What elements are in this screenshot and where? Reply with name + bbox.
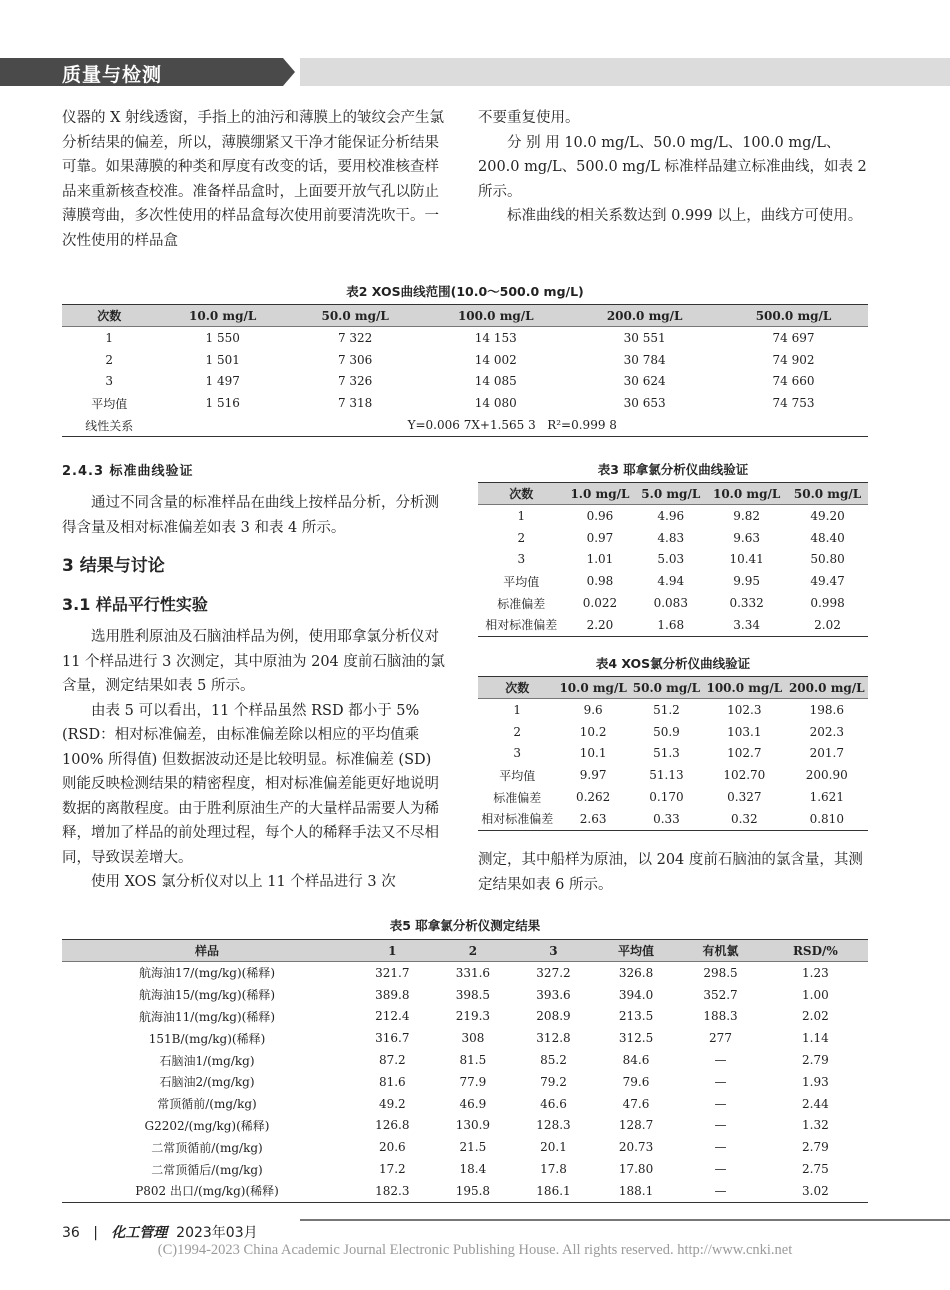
right-p1: 不要重复使用。	[478, 110, 580, 126]
table-cell: 77.9	[459, 1074, 487, 1089]
table-cell: 393.6	[536, 987, 571, 1002]
table-cell: —	[678, 1180, 762, 1202]
table-cell: 102.7	[727, 746, 762, 761]
table-cell: 327.2	[536, 965, 571, 980]
table-row	[478, 786, 868, 808]
left-top-paragraph: 仪器的 X 射线透窗，手指上的油污和薄膜上的皱纹会产生氯分析结果的偏差，所以，薄膜绷紧又干净才能保证分析结果可靠。如果薄膜的种类和厚度有改变的话，要用校准核查样品来重新核查校准。准备样品盒时，上面要开放气孔以防止薄膜弯曲，多次性使用的样品盒每次使用前要清洗吹干。一次性使用的样品盒	[62, 110, 445, 249]
table-cell: 48.40	[810, 530, 845, 545]
table-cell: 3.02	[763, 1180, 868, 1202]
table-row	[478, 721, 868, 743]
table-cell: 二常顶循前/(mg/kg)	[151, 1140, 263, 1155]
footer-separator: |	[93, 1225, 98, 1241]
table-cell: 14 002	[474, 352, 517, 367]
table-cell: 标准偏差	[497, 596, 546, 611]
table-cell: 51.13	[649, 768, 684, 783]
table-cell: 49.2	[378, 1096, 406, 1111]
table-cell: 9.82	[733, 508, 760, 523]
table-cell: 石脑油1/(mg/kg)	[159, 1053, 255, 1068]
table-row	[62, 1049, 868, 1071]
table5-header: RSD/%	[763, 940, 868, 962]
table-cell: 14 153	[474, 330, 517, 345]
issue-date: 2023年03月	[176, 1225, 258, 1241]
table-row	[478, 764, 868, 786]
table-cell: 102.3	[727, 702, 762, 717]
section-3-1-body	[62, 625, 450, 895]
table-cell: —	[714, 1118, 727, 1133]
table-cell: 4.94	[657, 574, 685, 589]
table-cell: 312.8	[536, 1031, 571, 1046]
table-cell: 30 784	[623, 352, 666, 367]
table-cell: 298.5	[703, 965, 738, 980]
right-p2: 分 别 用 10.0 mg/L、50.0 mg/L、100.0 mg/L、200.0 mg/L、500.0 mg/L 标准样品建立标准曲线，如表 2 所示。	[478, 134, 867, 200]
para-3-1-a: 选用胜利原油及石脑油样品为例，使用耶拿氯分析仪对 11 个样品进行 3 次测定，其中原油为 204 度前石脑油的氯含量，测定结果如表 5 所示。	[62, 629, 445, 694]
table5-header: 样品	[62, 940, 352, 962]
table-cell: 2.75	[802, 1162, 829, 1177]
table-cell: 0.96	[586, 508, 614, 523]
table-cell: 0.170	[649, 790, 684, 805]
table2-header: 200.0 mg/L	[570, 305, 719, 327]
table-row	[62, 1071, 868, 1093]
table-cell: 0.083	[653, 596, 688, 611]
linear-equation	[156, 414, 868, 436]
table-cell: 4.96	[657, 508, 685, 523]
table-cell: 186.1	[513, 1180, 594, 1202]
banner-light	[300, 58, 950, 86]
linear-label: 线性关系	[62, 414, 156, 436]
table-cell: 标准偏差	[493, 790, 542, 805]
table-cell: 81.6	[378, 1074, 406, 1089]
table3-header: 1.0 mg/L	[565, 483, 636, 505]
right-p3: 标准曲线的相关系数达到 0.999 以上，曲线方可使用。	[507, 208, 863, 224]
table-cell: 1	[517, 508, 526, 523]
table-cell: 5.03	[657, 552, 685, 567]
table-row	[478, 549, 868, 571]
table-cell: 0.810	[786, 808, 868, 830]
table-cell: 石脑油2/(mg/kg)	[159, 1075, 255, 1090]
table-cell: 198.6	[809, 702, 844, 717]
table5-header: 3	[513, 940, 594, 962]
table-cell: 130.9	[455, 1118, 491, 1133]
table-cell: 相对标准偏差	[478, 614, 565, 636]
table-cell: 200.90	[805, 768, 848, 783]
table-cell: 202.3	[809, 724, 844, 739]
table-cell: 151B/(mg/kg)(稀释)	[148, 1031, 266, 1046]
table-row	[478, 808, 868, 830]
table-cell: 188.1	[594, 1180, 678, 1202]
table-cell: P802 出口/(mg/kg)(稀释)	[62, 1180, 352, 1202]
table-row	[62, 1115, 868, 1137]
table-cell: 平均值	[503, 574, 540, 589]
table-cell: 49.20	[810, 508, 845, 523]
table-cell: —	[714, 1053, 727, 1068]
table-cell: 74 660	[772, 374, 815, 389]
table-cell: 277	[709, 1031, 732, 1046]
table5-caption: 表5 耶拿氯分析仪测定结果	[389, 918, 541, 933]
table-row	[62, 1158, 868, 1180]
table-cell: 352.7	[703, 987, 738, 1002]
table5-header: 平均值	[594, 940, 678, 962]
table-cell: 51.2	[653, 702, 680, 717]
table4-header: 50.0 mg/L	[630, 677, 703, 699]
table-cell: 74 753	[772, 396, 815, 411]
table-cell: 1.621	[809, 790, 844, 805]
table-cell: 2	[105, 352, 114, 367]
table-row	[62, 1006, 868, 1028]
table-cell: —	[714, 1096, 727, 1111]
section-3: 3 结果与讨论	[62, 556, 165, 576]
table-cell: 0.998	[810, 596, 845, 611]
table-cell: 9.63	[733, 530, 760, 545]
table-cell: 1.00	[802, 987, 829, 1002]
table-cell: —	[714, 1140, 727, 1155]
table-cell: 49.47	[810, 574, 845, 589]
table4-header: 10.0 mg/L	[556, 677, 629, 699]
table-cell: 0.327	[727, 790, 762, 805]
table-cell: 212.4	[375, 1009, 410, 1024]
table-cell: 1.32	[802, 1118, 829, 1133]
table-cell: 208.9	[536, 1009, 571, 1024]
table-cell: 7 322	[337, 330, 373, 345]
table-cell: 2.79	[802, 1140, 829, 1155]
table-cell: 85.2	[540, 1053, 567, 1068]
table-cell: 50.9	[653, 724, 680, 739]
table-cell: 102.70	[723, 768, 766, 783]
table-cell: 308	[461, 1031, 485, 1046]
table-cell: 航海油11/(mg/kg)(稀释)	[138, 1009, 276, 1024]
table-cell: 0.262	[575, 790, 611, 805]
table-cell: 50.80	[810, 552, 845, 567]
para-3-1-c: 使用 XOS 氯分析仪对以上 11 个样品进行 3 次	[91, 874, 396, 890]
table-cell: 二常顶循后/(mg/kg)	[151, 1162, 263, 1177]
table3-header: 10.0 mg/L	[706, 483, 787, 505]
table-cell: 219.3	[455, 1009, 491, 1024]
table-cell: 2.02	[802, 1009, 829, 1024]
table-cell: 平均值	[499, 768, 536, 783]
table-cell: 79.2	[540, 1074, 567, 1089]
table-cell: 20.73	[618, 1140, 654, 1155]
table5-header: 2	[433, 940, 514, 962]
table2-header: 10.0 mg/L	[156, 305, 288, 327]
section-2-4-3: 2.4.3 标准曲线验证	[62, 464, 194, 479]
table-row	[478, 614, 868, 636]
table-cell: 46.6	[540, 1096, 567, 1111]
table-cell: 17.8	[540, 1162, 567, 1177]
table-cell: 7 318	[337, 396, 373, 411]
section-3-1: 3.1 样品平行性实验	[62, 595, 208, 614]
table-cell: 331.6	[455, 965, 491, 980]
table2	[62, 304, 868, 437]
table-cell: 30 551	[623, 330, 666, 345]
table-cell: 17.80	[618, 1162, 654, 1177]
footer-line	[300, 1219, 950, 1221]
table-row	[62, 392, 868, 414]
table-cell: 394.0	[618, 987, 654, 1002]
table-cell: 0.33	[630, 808, 703, 830]
table2-caption: 表2 XOS曲线范围(10.0～500.0 mg/L)	[346, 284, 584, 299]
table5	[62, 939, 868, 1203]
table-cell: 7 306	[337, 352, 373, 367]
table2-header: 100.0 mg/L	[421, 305, 570, 327]
table-cell: 7 326	[337, 374, 373, 389]
table-cell: 74 697	[772, 330, 815, 345]
table-row	[478, 505, 868, 527]
table-cell: 1.23	[802, 965, 829, 980]
table-cell: 84.6	[622, 1053, 650, 1068]
table-cell: 17.2	[378, 1162, 406, 1177]
page-number: 36	[62, 1225, 80, 1241]
table-cell: 0.332	[729, 596, 764, 611]
table-cell: 79.6	[622, 1074, 650, 1089]
table-cell: 18.4	[459, 1162, 487, 1177]
table-cell: 常顶循前/(mg/kg)	[157, 1097, 257, 1112]
table-cell: 2.63	[556, 808, 629, 830]
table3-header: 次数	[478, 483, 565, 505]
table-row	[478, 527, 868, 549]
table-cell: 0.022	[582, 596, 618, 611]
table-cell: 9.97	[579, 768, 607, 783]
table-cell: 51.3	[653, 746, 680, 761]
table-cell: 平均值	[91, 396, 128, 411]
table4-header: 200.0 mg/L	[786, 677, 868, 699]
table-cell: 103.1	[727, 724, 762, 739]
journal-name: 化工管理	[111, 1225, 168, 1241]
table2-header: 50.0 mg/L	[289, 305, 421, 327]
table-cell: 1.93	[802, 1074, 829, 1089]
table-cell: 2.44	[802, 1096, 829, 1111]
right-top-paragraphs	[478, 106, 868, 229]
table-cell: 3	[513, 746, 522, 761]
table-cell: 30 653	[623, 396, 666, 411]
table-cell: 3	[517, 552, 526, 567]
table-cell: 2.02	[787, 614, 868, 636]
table-cell: 398.5	[455, 987, 491, 1002]
header-banner	[0, 58, 950, 86]
table-cell: 1 516	[205, 396, 240, 411]
table-cell: 389.8	[375, 987, 410, 1002]
linear-r2: R²=0.999 8	[547, 418, 617, 433]
table-row	[62, 1027, 868, 1049]
table-cell: 3	[105, 374, 114, 389]
table-cell: 195.8	[433, 1180, 514, 1202]
table-cell: —	[714, 1162, 727, 1177]
banner-arrow	[283, 58, 295, 86]
table-cell: 14 080	[474, 396, 517, 411]
table-cell: 10.1	[579, 746, 607, 761]
copyright-line: (C)1994-2023 China Academic Journal Electronic Publishing House. All rights reserved. http://www.cnki.net	[157, 1242, 793, 1258]
table-cell: 316.7	[375, 1031, 410, 1046]
table-cell: 1.68	[635, 614, 706, 636]
table-row	[62, 327, 868, 349]
table-cell: 2.79	[802, 1053, 829, 1068]
table-cell: 1.14	[802, 1031, 829, 1046]
table-cell: 0.32	[703, 808, 785, 830]
table-cell: 74 902	[772, 352, 815, 367]
table4-header: 次数	[478, 677, 556, 699]
table3-header: 50.0 mg/L	[787, 483, 868, 505]
table3-caption: 表3 耶拿氯分析仪曲线验证	[597, 462, 749, 477]
table-cell: 2	[517, 530, 526, 545]
table-cell: 20.1	[540, 1140, 567, 1155]
right-mid-paragraph: 测定，其中船样为原油，以 204 度前石脑油的氯含量，其测定结果如表 6 所示。	[478, 852, 863, 893]
table-row	[62, 349, 868, 371]
table-cell: 1.01	[586, 552, 614, 567]
table-cell: G2202/(mg/kg)(稀释)	[144, 1118, 270, 1133]
table-row	[62, 962, 868, 984]
table-cell: 87.2	[378, 1053, 406, 1068]
table-cell: 47.6	[622, 1096, 650, 1111]
table-cell: 14 085	[474, 374, 517, 389]
table-row	[62, 1136, 868, 1158]
para-2-4-3: 通过不同含量的标准样品在曲线上按样品分析，分析测得含量及相对标准偏差如表 3 和表 4 所示。	[62, 495, 439, 536]
table3	[478, 482, 868, 637]
table-cell: 1 501	[205, 352, 240, 367]
table-cell: 0.97	[586, 530, 614, 545]
table-row	[62, 1093, 868, 1115]
para-3-1-b: 由表 5 可以看出，11 个样品虽然 RSD 都小于 5%(RSD：相对标准偏差，由标准偏差除以相应的平均值乘 100% 所得值) 但数据波动还是比较明显。标准偏差 (SD) 则能反映检测结果的精密程度，相对标准偏差能更好地说明数据的离散程度。由于胜利原油生产的大量样品需要人为稀释，增加了样品的前处理过程，每个人的稀释手法又不尽相同，导致误差增大。	[62, 702, 439, 866]
table-cell: 1 550	[205, 330, 240, 345]
table-cell: 20.6	[378, 1140, 406, 1155]
table-cell: 航海油17/(mg/kg)(稀释)	[138, 966, 276, 981]
table-cell: 21.5	[459, 1140, 487, 1155]
table-cell: 81.5	[459, 1053, 487, 1068]
footer	[62, 1222, 258, 1242]
table-cell: 3.34	[706, 614, 787, 636]
table-cell: 2.20	[565, 614, 636, 636]
table-cell: —	[714, 1074, 727, 1089]
table-cell: 1	[105, 330, 114, 345]
table-cell: 188.3	[703, 1009, 738, 1024]
table-row	[478, 570, 868, 592]
table-cell: 126.8	[375, 1118, 410, 1133]
table4-header: 100.0 mg/L	[703, 677, 785, 699]
table-cell: 182.3	[352, 1180, 433, 1202]
table-cell: 9.95	[733, 574, 760, 589]
table-cell: 213.5	[618, 1009, 654, 1024]
table-cell: 10.41	[729, 552, 764, 567]
table-row	[62, 1180, 868, 1202]
table-row	[478, 592, 868, 614]
table-cell: 2	[513, 724, 522, 739]
table-row	[62, 984, 868, 1006]
table-row	[478, 743, 868, 765]
table-row	[478, 699, 868, 721]
table5-header: 有机氯	[678, 940, 762, 962]
table-cell: 1	[513, 702, 522, 717]
table-cell: 1 497	[205, 374, 240, 389]
table-cell: 326.8	[618, 965, 654, 980]
table-cell: 321.7	[375, 965, 410, 980]
section-title: 质量与检测	[62, 64, 163, 86]
table-cell: 201.7	[809, 746, 844, 761]
table-cell: 相对标准偏差	[478, 808, 556, 830]
table4-caption: 表4 XOS氯分析仪曲线验证	[595, 656, 751, 671]
table4	[478, 676, 868, 831]
table-cell: 航海油15/(mg/kg)(稀释)	[138, 988, 276, 1003]
table3-header: 5.0 mg/L	[635, 483, 706, 505]
table-cell: 9.6	[583, 702, 603, 717]
table-cell: 312.5	[618, 1031, 654, 1046]
table-cell: 30 624	[623, 374, 666, 389]
table-cell: 46.9	[459, 1096, 487, 1111]
table-cell: 0.98	[586, 574, 614, 589]
table2-header: 次数	[62, 305, 156, 327]
table5-header: 1	[352, 940, 433, 962]
table-cell: 10.2	[579, 724, 607, 739]
table-cell: 4.83	[657, 530, 685, 545]
table-cell: 128.7	[618, 1118, 654, 1133]
table2-header: 500.0 mg/L	[719, 305, 868, 327]
table-row-linear	[62, 414, 868, 436]
table-row	[62, 371, 868, 393]
table-cell: 128.3	[536, 1118, 571, 1133]
linear-eq: Y=0.006 7X+1.565 3	[407, 418, 536, 433]
